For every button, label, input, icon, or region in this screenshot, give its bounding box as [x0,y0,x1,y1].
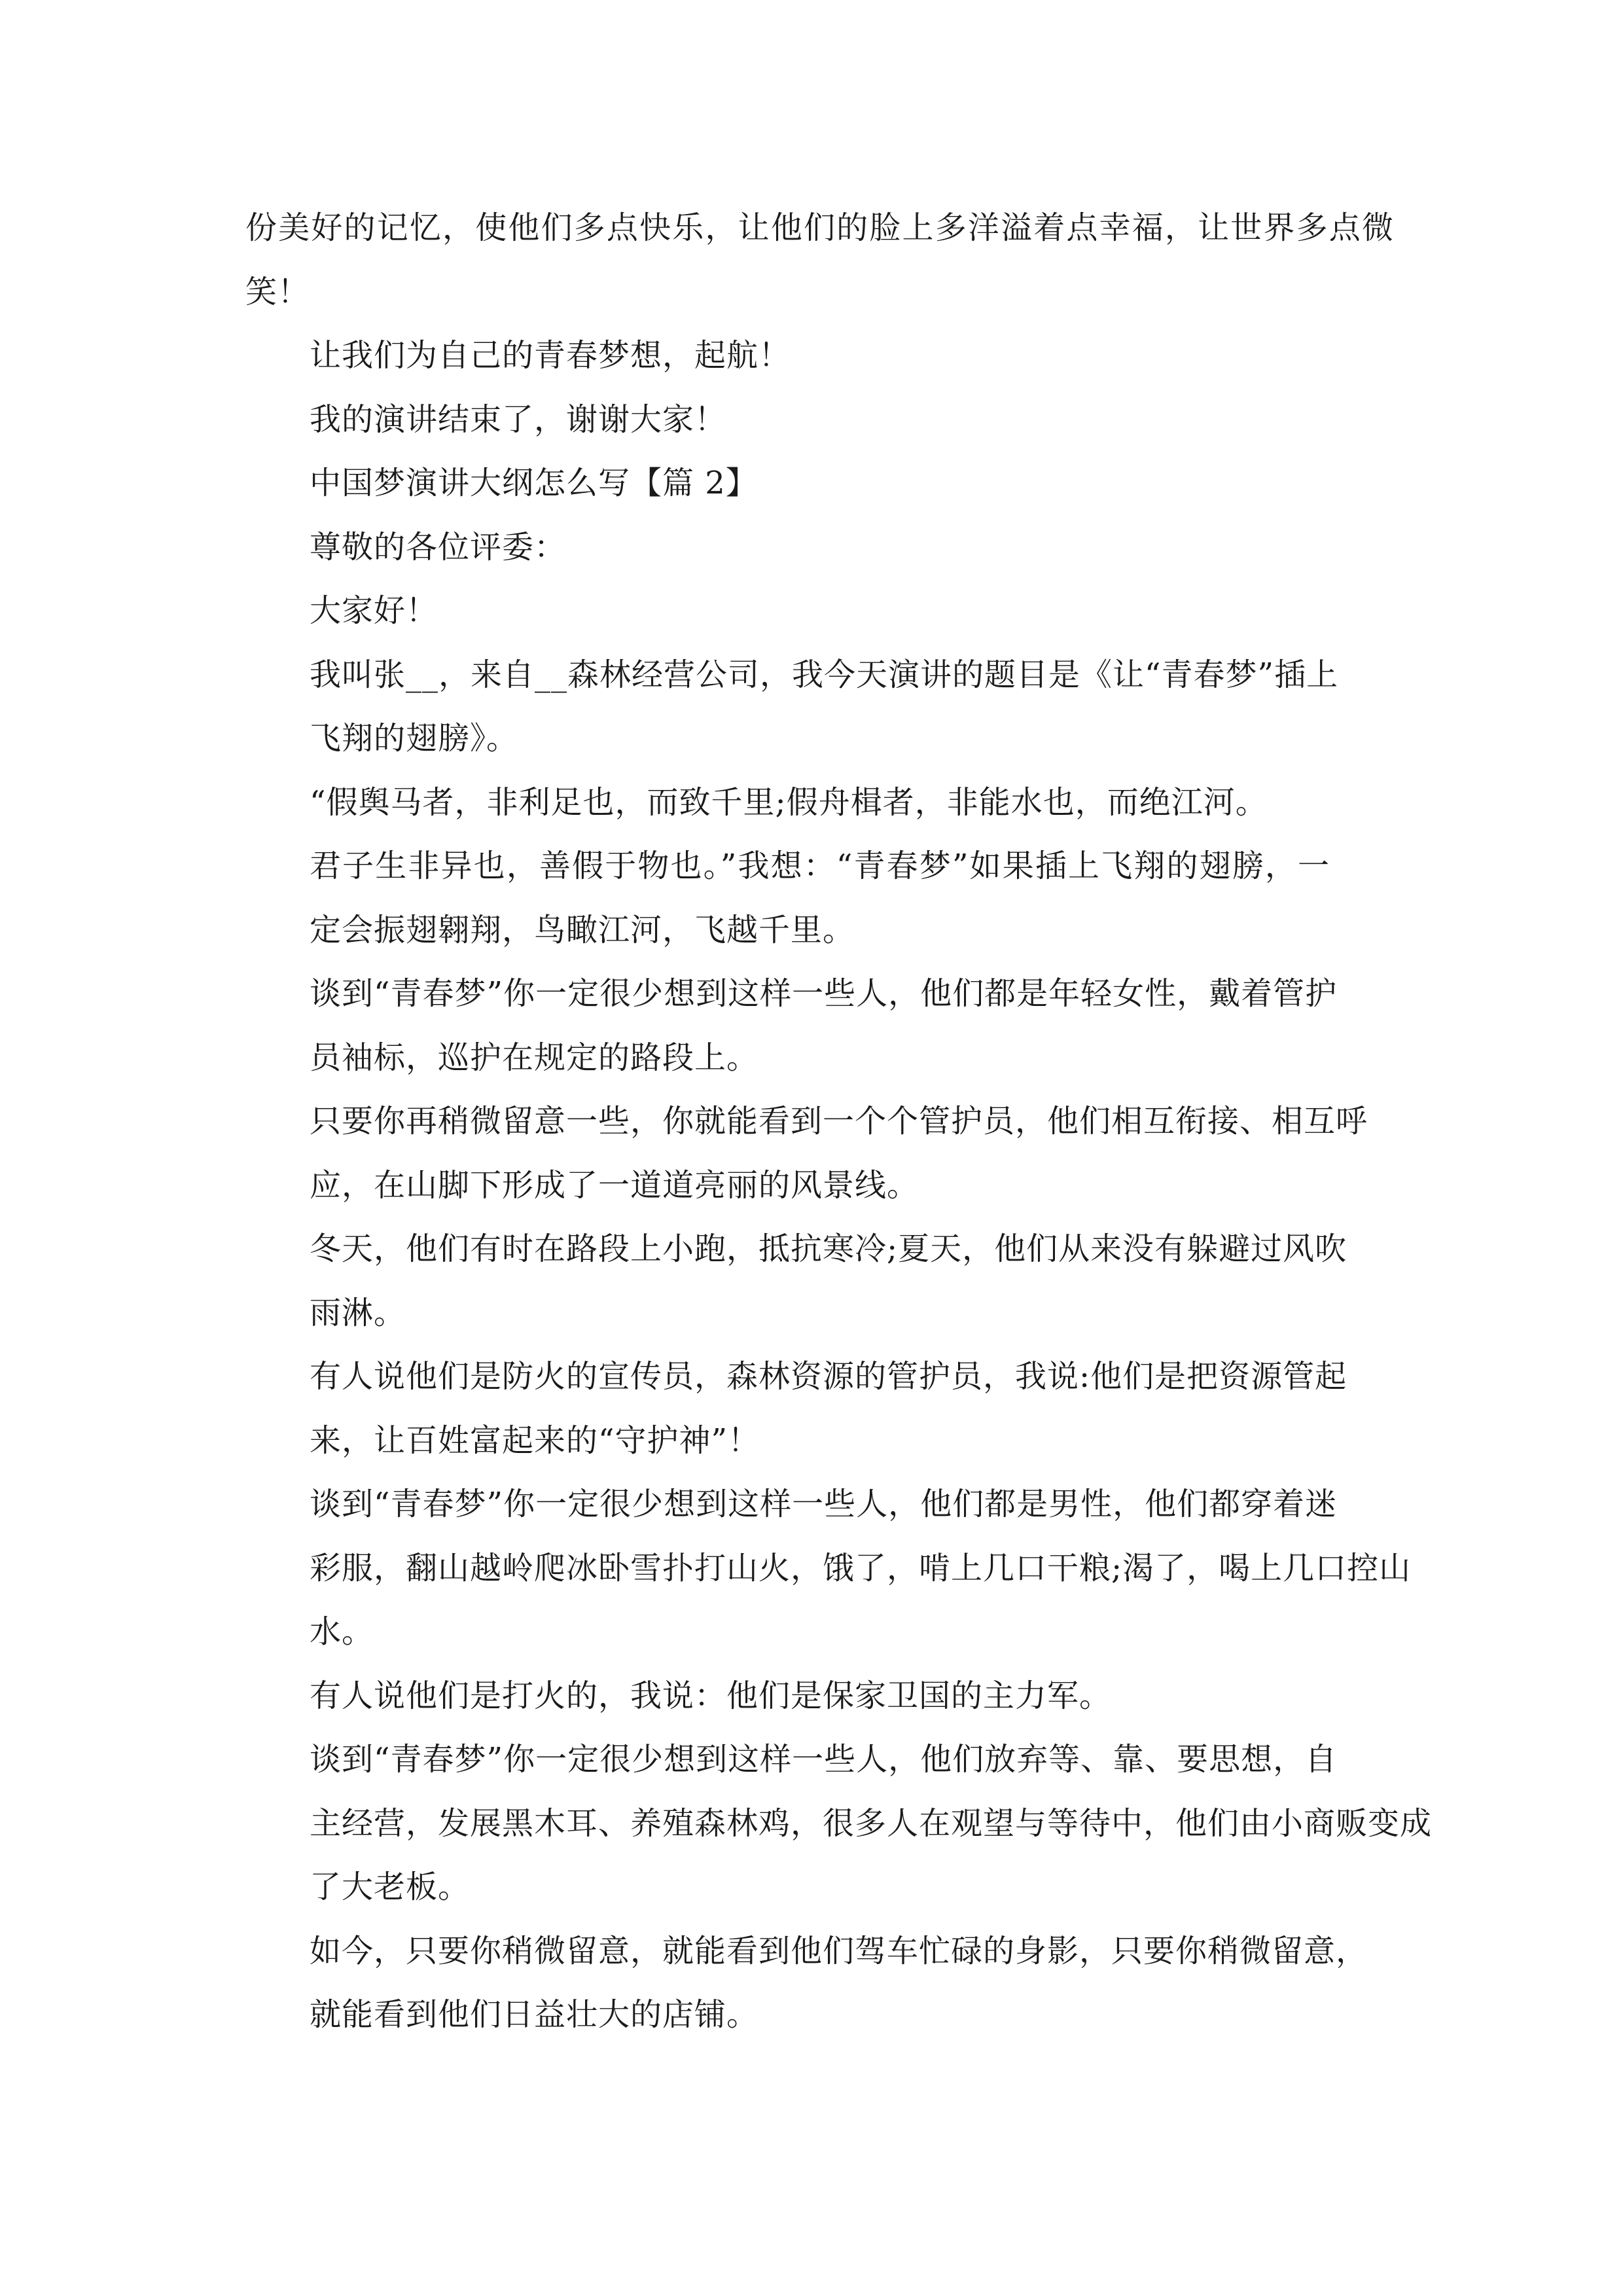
text-line: 大家好！ [310,592,438,629]
text-line: 定会振翅翱翔，鸟瞰江河，飞越千里。 [310,911,855,948]
paragraph [245,196,1394,324]
text-line: 尊敬的各位评委： [310,528,567,565]
paragraph [245,388,1394,452]
text-line: 份美好的记忆，使他们多点快乐，让他们的脸上多洋溢着点幸福，让世界多点微 [245,209,1395,246]
paragraph [245,962,1394,1090]
text-line: 主经营，发展黑木耳、养殖森林鸡，很多人在观望与等待中，他们由小商贩变成 [310,1804,1433,1842]
text-line: 君子生非异也，善假于物也。”我想：“青春梦”如果插上飞翔的翅膀，一 [310,848,1331,884]
paragraph [245,1473,1412,1664]
text-line: 员袖标，巡护在规定的路段上。 [310,1039,759,1076]
paragraph [245,771,1394,835]
paragraph [245,643,1394,771]
text-line: 有人说他们是防火的宣传员，森林资源的管护员，我说:他们是把资源管起 [310,1358,1347,1395]
text-line: 我叫张__，来自__森林经营公司，我今天演讲的题目是《让“青春梦”插上 [310,656,1339,693]
text-line: 雨淋。 [310,1294,406,1331]
text-line: 来，让百姓富起来的“守护神”！ [310,1422,760,1459]
text-line: 彩服，翻山越岭爬冰卧雪扑打山火，饿了，啃上几口干粮;渴了，喝上几口控山 [310,1549,1412,1587]
text-line: 我的演讲结束了，谢谢大家！ [310,401,727,438]
paragraph [245,452,1394,516]
text-line: 中国梦演讲大纲怎么写【篇 2】 [310,465,758,501]
paragraph [245,1217,1394,1345]
text-line: 了大老板。 [310,1869,471,1905]
paragraph [245,1920,1394,2047]
text-line: 谈到“青春梦”你一定很少想到这样一些人，他们都是男性，他们都穿着迷 [310,1486,1338,1522]
text-line: 就能看到他们日益壮大的店铺。 [310,1996,759,2033]
paragraph [245,516,1394,580]
paragraph [245,1090,1394,1217]
text-line: 谈到“青春梦”你一定很少想到这样一些人，他们都是年轻女性，戴着管护 [310,975,1338,1012]
paragraph [245,834,1394,962]
text-line: “假舆马者，非利足也，而致千里;假舟楫者，非能水也，而绝江河。 [310,783,1268,821]
paragraph [245,1664,1394,1729]
text-line: 应，在山脚下形成了一道道亮丽的风景线。 [310,1166,919,1204]
text-line: 让我们为自己的青春梦想，起航！ [310,337,791,374]
text-line: 只要你再稍微留意一些，你就能看到一个个管护员，他们相互衔接、相互呼 [310,1103,1368,1139]
text-line: 飞翔的翅膀》。 [310,720,519,757]
paragraph [245,1728,1433,1920]
text-line: 笑！ [245,273,310,310]
text-line: 冬天，他们有时在路段上小跑，抵抗寒冷;夏天，他们从来没有躲避过风吹 [310,1230,1347,1267]
text-line: 水。 [310,1613,374,1650]
document-body [245,196,1433,2047]
paragraph [245,324,1394,388]
paragraph [245,579,1394,643]
text-line: 如今，只要你稍微留意，就能看到他们驾车忙碌的身影，只要你稍微留意， [310,1932,1368,1969]
text-line: 有人说他们是打火的，我说：他们是保家卫国的主力军。 [310,1677,1112,1714]
paragraph [245,1345,1394,1473]
text-line: 谈到“青春梦”你一定很少想到这样一些人，他们放弃等、靠、要思想，自 [310,1741,1338,1778]
